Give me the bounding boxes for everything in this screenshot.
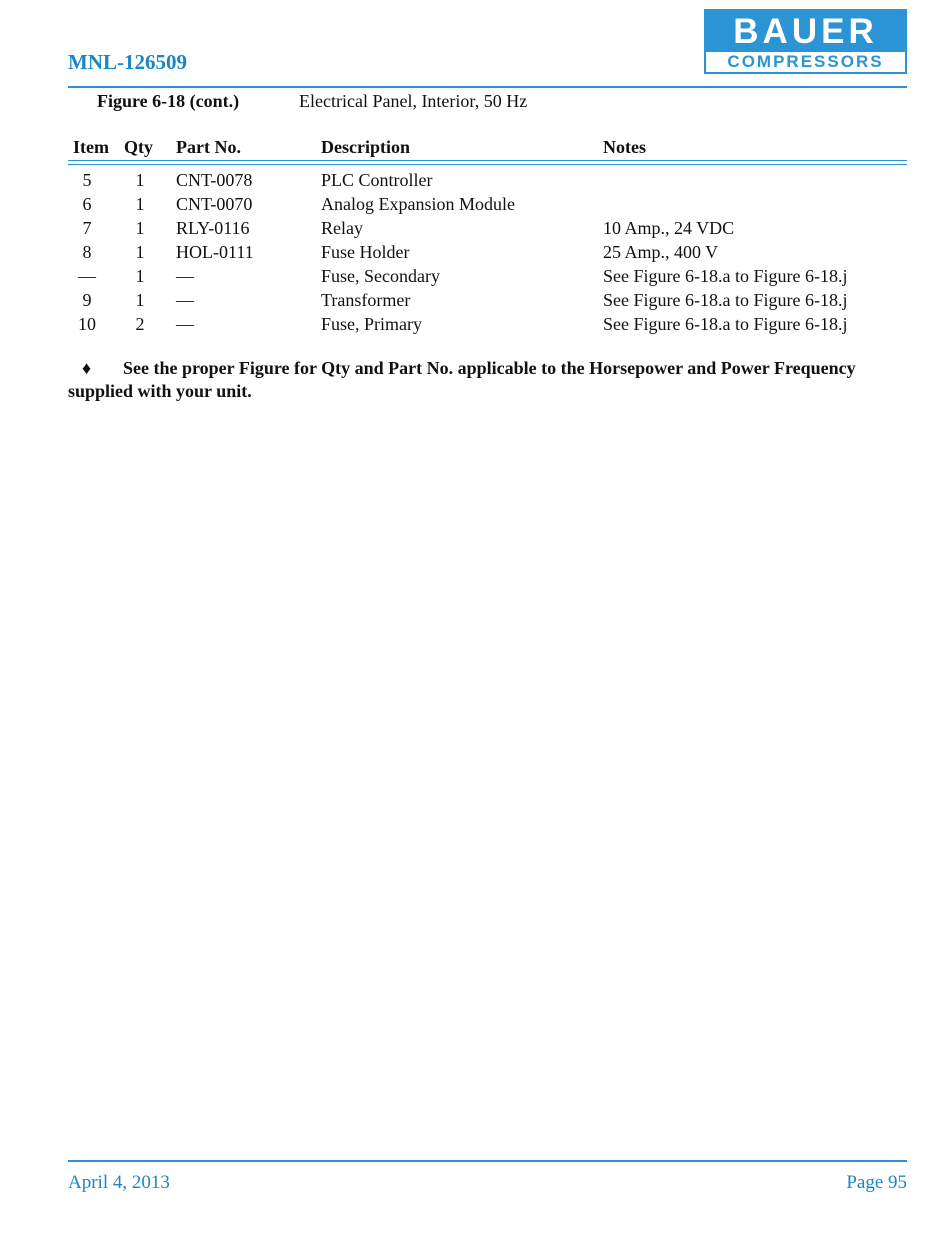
- cell-qty: 1: [135, 170, 145, 190]
- header-divider: [68, 86, 907, 88]
- cell-item: 10: [78, 314, 96, 334]
- diamond-bullet-icon: ♦: [82, 358, 92, 378]
- cell-qty: 2: [135, 314, 145, 334]
- table-row: [0, 264, 950, 288]
- table-row: [0, 168, 950, 192]
- cell-item: 7: [82, 218, 92, 238]
- logo-brand: BAUER: [706, 11, 905, 52]
- table-row: [0, 216, 950, 240]
- note-text: See the proper Figure for Qty and Part No. applicable to the Horsepower and Power Frequency supplied with your unit.: [68, 358, 856, 401]
- cell-notes: See Figure 6-18.a to Figure 6-18.j: [603, 266, 848, 286]
- table-row: [0, 240, 950, 264]
- table-row: [0, 312, 950, 336]
- cell-item: —: [78, 266, 96, 286]
- cell-qty: 1: [135, 194, 145, 214]
- cell-qty: 1: [135, 218, 145, 238]
- header-item: Item: [73, 137, 109, 157]
- cell-qty: 1: [135, 290, 145, 310]
- header-part-no: Part No.: [176, 137, 241, 157]
- cell-notes: 10 Amp., 24 VDC: [603, 218, 735, 238]
- table-header-rule: [68, 160, 907, 161]
- cell-description: Fuse, Secondary: [321, 266, 440, 286]
- cell-description: Analog Expansion Module: [321, 194, 515, 214]
- table-header-rule-double: [68, 164, 907, 165]
- header-qty: Qty: [124, 137, 153, 157]
- cell-item: 8: [82, 242, 92, 262]
- table-row: [0, 192, 950, 216]
- cell-notes: 25 Amp., 400 V: [603, 242, 719, 262]
- cell-description: Transformer: [321, 290, 411, 310]
- cell-item: 6: [82, 194, 92, 214]
- cell-part-no: —: [176, 266, 194, 286]
- figure-number: Figure 6-18 (cont.): [97, 91, 240, 111]
- cell-part-no: CNT-0070: [176, 194, 253, 214]
- figure-caption: [97, 91, 528, 112]
- bauer-logo: [704, 9, 907, 74]
- table-row: [0, 288, 950, 312]
- cell-qty: 1: [135, 266, 145, 286]
- header-description: Description: [321, 137, 410, 157]
- cell-notes: See Figure 6-18.a to Figure 6-18.j: [603, 290, 848, 310]
- applicability-note: [68, 357, 908, 403]
- cell-notes: See Figure 6-18.a to Figure 6-18.j: [603, 314, 848, 334]
- cell-part-no: —: [176, 290, 194, 310]
- cell-part-no: RLY-0116: [176, 218, 250, 238]
- parts-table: [0, 168, 950, 336]
- cell-part-no: —: [176, 314, 194, 334]
- figure-title: Electrical Panel, Interior, 50 Hz: [299, 91, 528, 111]
- logo-subtitle: COMPRESSORS: [727, 52, 884, 71]
- cell-description: Fuse Holder: [321, 242, 410, 262]
- cell-description: PLC Controller: [321, 170, 433, 190]
- cell-item: 9: [82, 290, 92, 310]
- footer-date: April 4, 2013: [68, 1172, 170, 1193]
- page-number: Page 95: [846, 1172, 907, 1193]
- cell-description: Fuse, Primary: [321, 314, 422, 334]
- doc-number: MNL-126509: [68, 50, 187, 74]
- header-notes: Notes: [603, 137, 646, 157]
- cell-part-no: CNT-0078: [176, 170, 253, 190]
- cell-qty: 1: [135, 242, 145, 262]
- cell-item: 5: [82, 170, 92, 190]
- footer-divider: [68, 1160, 907, 1162]
- cell-part-no: HOL-0111: [176, 242, 254, 262]
- cell-description: Relay: [321, 218, 363, 238]
